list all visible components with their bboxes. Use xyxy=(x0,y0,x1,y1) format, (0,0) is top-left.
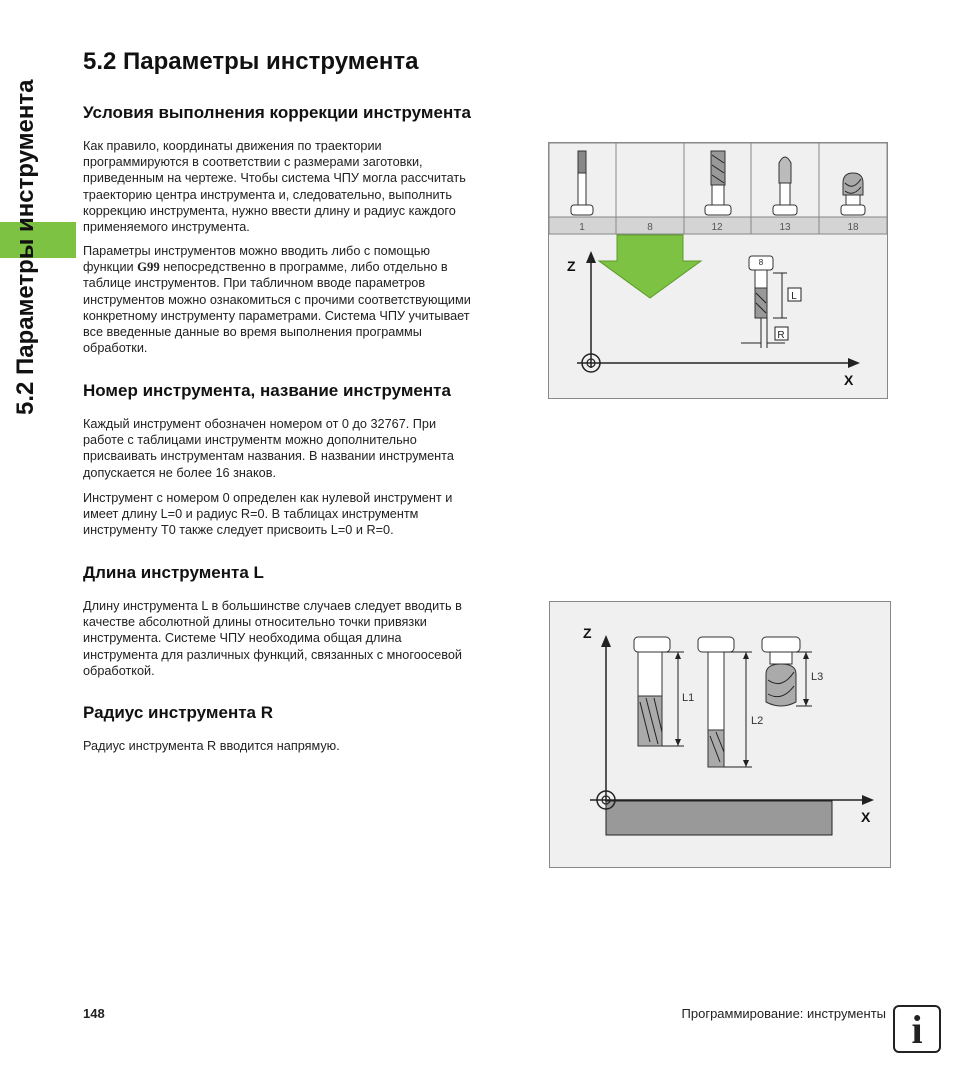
page-number: 148 xyxy=(83,1006,105,1021)
slot-label: 1 xyxy=(579,222,585,233)
tool-l2 xyxy=(698,637,734,767)
section-heading-correction: Условия выполнения коррекции инструмента xyxy=(83,103,471,122)
dimension-l2-label: L2 xyxy=(751,715,764,727)
dimension-l3-label: L3 xyxy=(811,671,824,683)
chapter-side-title: 5.2 Параметры инструмента xyxy=(12,79,39,415)
dimension-l1-label: L1 xyxy=(682,692,695,704)
axis-z-label: Z xyxy=(567,258,576,274)
slot-label: 13 xyxy=(779,222,791,233)
axis-z-label: Z xyxy=(583,625,592,641)
section-heading-tool-length: Длина инструмента L xyxy=(83,563,264,582)
paragraph-correction-1: Как правило, координаты движения по траектории программируются в соответствии с размерами заготовки, приведенным на чертеже. Чтобы система ЧПУ могла рассчитать траекторию центра инструмента и, следовательно, выполнить коррекцию инструмента, нужно ввести длину и радиус каждого применяемого инструмента. xyxy=(83,139,466,235)
section-heading-tool-number: Номер инструмента, название инструмента xyxy=(83,381,451,400)
slot-label: 12 xyxy=(711,222,723,233)
info-icon: i xyxy=(893,1005,941,1053)
paragraph-tool-radius: Радиус инструмента R вводится напрямую. xyxy=(83,739,340,753)
dimension-l-label: L xyxy=(791,291,797,302)
tool-l3 xyxy=(762,637,800,706)
tool-l1 xyxy=(634,637,670,746)
figure-tool-magazine xyxy=(548,142,888,399)
footer-chapter-title: Программирование: инструменты xyxy=(681,1006,886,1021)
paragraph-tool-number-2: Инструмент с номером 0 определен как нулевой инструмент и имеет длину L=0 и радиус R=0. В таблицах инструментм инструменту T0 также следует присвоить L=0 и R=0. xyxy=(83,491,453,538)
figure-tool-lengths xyxy=(549,601,891,868)
tool-slot-18 xyxy=(841,173,865,215)
slot-label: 18 xyxy=(847,222,859,233)
paragraph-tool-number-1: Каждый инструмент обозначен номером от 0 до 32767. При работе с таблицами инструментм можно дополнительно присваивать инструментам названия. В названии инструмента допускается не более 16 знаков. xyxy=(83,417,454,480)
green-arrow-icon xyxy=(599,235,701,298)
axis-x-label: X xyxy=(844,372,854,388)
axis-x-label: X xyxy=(861,809,871,825)
paragraph-correction-2: Параметры инструментов можно вводить либо с помощью функции G99 непосредственно в программе, либо отдельно в таблице инструментов. При табличном вводе параметров инструментов можно ознакомиться с прочими соответствующими конкретному инструменту параметрами. Система ЧПУ учитывает все введенные данные во время выполнения программы обработки. xyxy=(83,244,471,356)
paragraph-tool-length: Длину инструмента L в большинстве случаев следует вводить в качестве абсолютной длины относительно точки привязки инструмента. Системе ЧПУ необходима общая длина инструмента для различных функций, связанных с многоосевой обработкой. xyxy=(83,599,462,678)
tool-number-label: 8 xyxy=(758,258,764,267)
slot-label: 8 xyxy=(647,222,653,233)
g99-code: G99 xyxy=(137,260,160,275)
page-title: 5.2 Параметры инструмента xyxy=(83,48,419,75)
dimension-r-label: R xyxy=(777,330,785,341)
section-heading-tool-radius: Радиус инструмента R xyxy=(83,703,273,722)
